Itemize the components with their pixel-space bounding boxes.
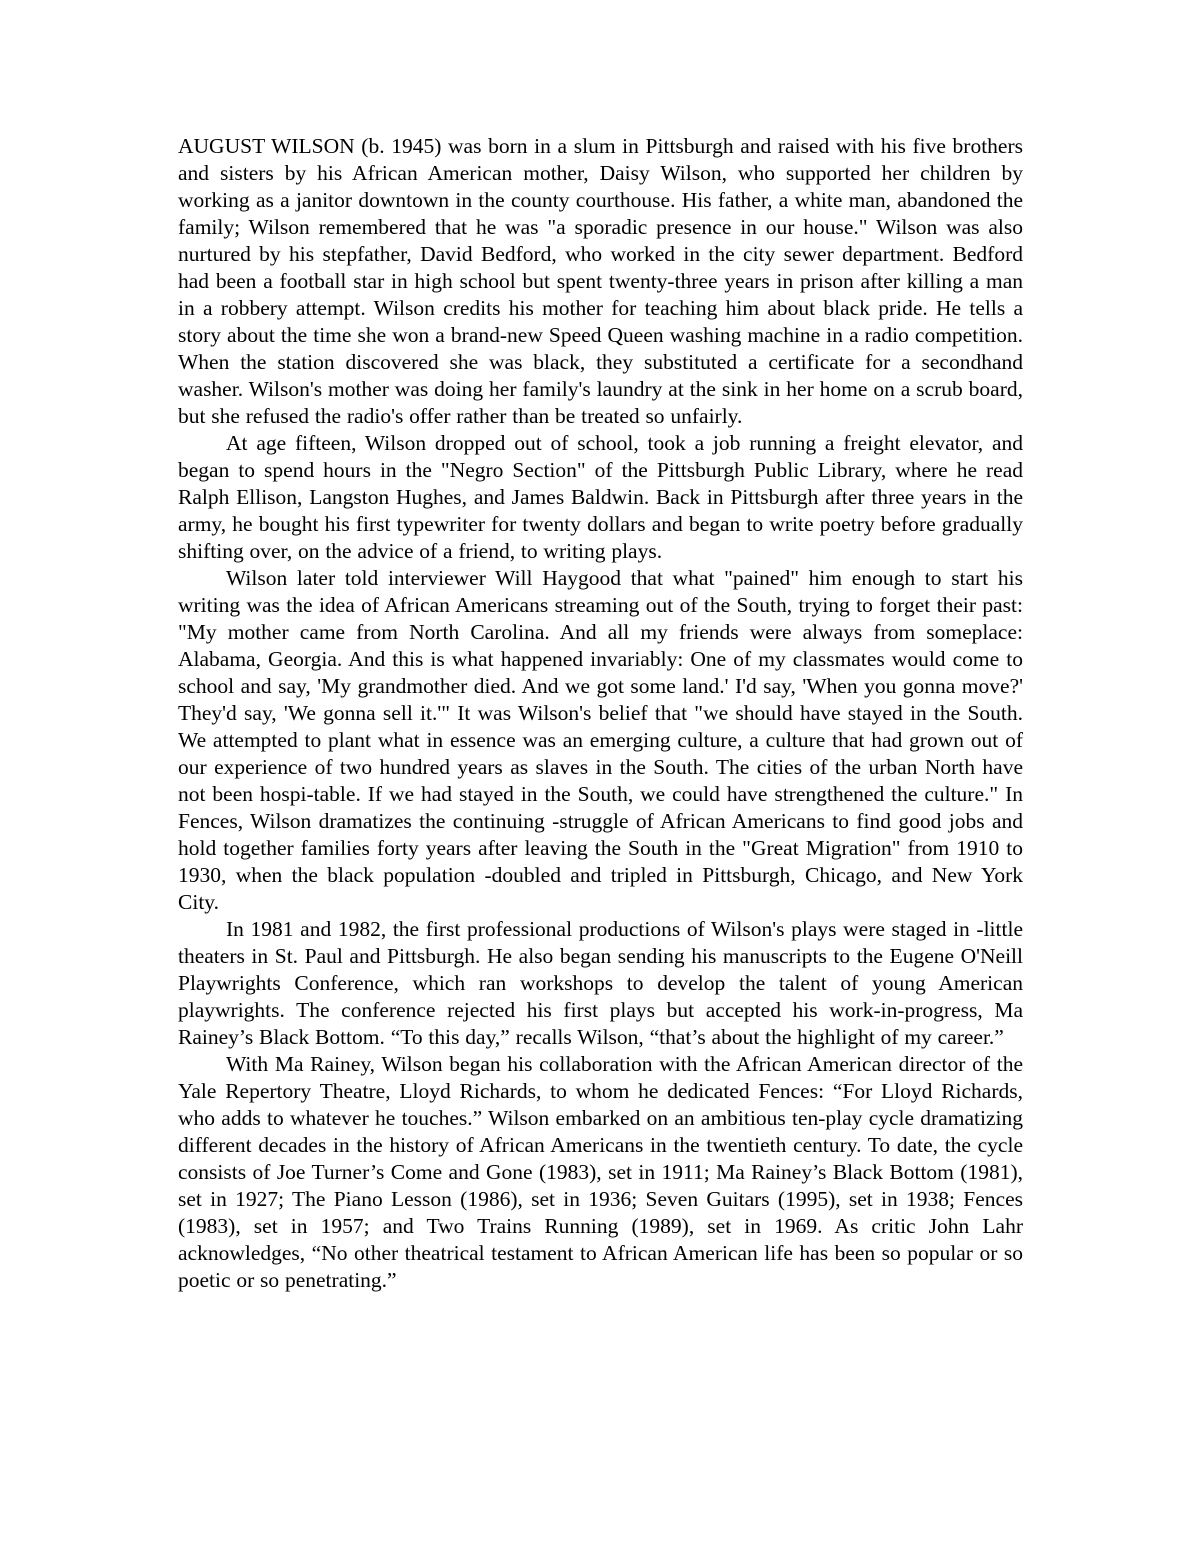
- paragraph-age-fifteen: At age fifteen, Wilson dropped out of school, took a job running a freight elevator, and began to spend hours in the "Negro Section" of the Pittsburgh Public Library, where he read Ralph Ellison, Langston Hughes, and James Baldwin. Back in Pittsburgh after three years in the army, he bought his first typewriter for twenty dollars and began to write poetry before gradually shifting over, on the advice of a friend, to writing plays.: [178, 431, 1023, 563]
- paragraph-haygood-interview: Wilson later told interviewer Will Haygood that what "pained" him enough to start his writing was the idea of African Americans streaming out of the South, trying to forget their past: "My mother came from North Carolina. And all my friends were always from someplace: Alabama, Georgia. And this is what happened invariably: One of my classmates would come to school and say, 'My grandmother died. And we got some land.' I'd say, 'When you gonna move?' They'd say, 'We gonna sell it.'" It was Wilson's belief that "we should have stayed in the South. We attempted to plant what in essence was an emerging culture, a culture that had grown out of our experience of two hundred years as slaves in the South. The cities of the urban North have not been hospi-table. If we had stayed in the South, we could have strengthened the culture." In Fences, Wilson dramatizes the continuing -struggle of African Americans to find good jobs and hold together families forty years after leaving the South in the "Great Migration" from 1910 to 1930, when the black population -doubled and tripled in Pittsburgh, Chicago, and New York City.: [178, 566, 1023, 914]
- paragraph-biography-intro: AUGUST WILSON (b. 1945) was born in a slum in Pittsburgh and raised with his five brothers and sisters by his African American mother, Daisy Wilson, who supported her children by working as a janitor downtown in the county courthouse. His father, a white man, abandoned the family; Wilson remembered that he was "a sporadic presence in our house." Wilson was also nurtured by his stepfather, David Bedford, who worked in the city sewer department. Bedford had been a football star in high school but spent twenty-three years in prison after killing a man in a robbery attempt. Wilson credits his mother for teaching him about black pride. He tells a story about the time she won a brand-new Speed Queen washing machine in a radio competition. When the station discovered she was black, they substituted a certificate for a secondhand washer. Wilson's mother was doing her family's laundry at the sink in her home on a scrub board, but she refused the radio's offer rather than be treated so unfairly.: [178, 134, 1023, 428]
- document-page: [178, 133, 1023, 1294]
- paragraph-ma-rainey-collaboration: With Ma Rainey, Wilson began his collaboration with the African American director of the Yale Repertory Theatre, Lloyd Richards, to whom he dedicated Fences: “For Lloyd Richards, who adds to whatever he touches.” Wilson embarked on an ambitious ten-play cycle dramatizing different decades in the history of African Americans in the twentieth century. To date, the cycle consists of Joe Turner’s Come and Gone (1983), set in 1911; Ma Rainey’s Black Bottom (1981), set in 1927; The Piano Lesson (1986), set in 1936; Seven Guitars (1995), set in 1938; Fences (1983), set in 1957; and Two Trains Running (1989), set in 1969. As critic John Lahr acknowledges, “No other theatrical testament to African American life has been so popular or so poetic or so penetrating.”: [178, 1052, 1023, 1292]
- paragraph-first-productions: In 1981 and 1982, the first professional productions of Wilson's plays were staged in -little theaters in St. Paul and Pittsburgh. He also began sending his manuscripts to the Eugene O'Neill Playwrights Conference, which ran workshops to develop the talent of young American playwrights. The conference rejected his first plays but accepted his work-in-progress, Ma Rainey’s Black Bottom. “To this day,” recalls Wilson, “that’s about the highlight of my career.”: [178, 917, 1023, 1049]
